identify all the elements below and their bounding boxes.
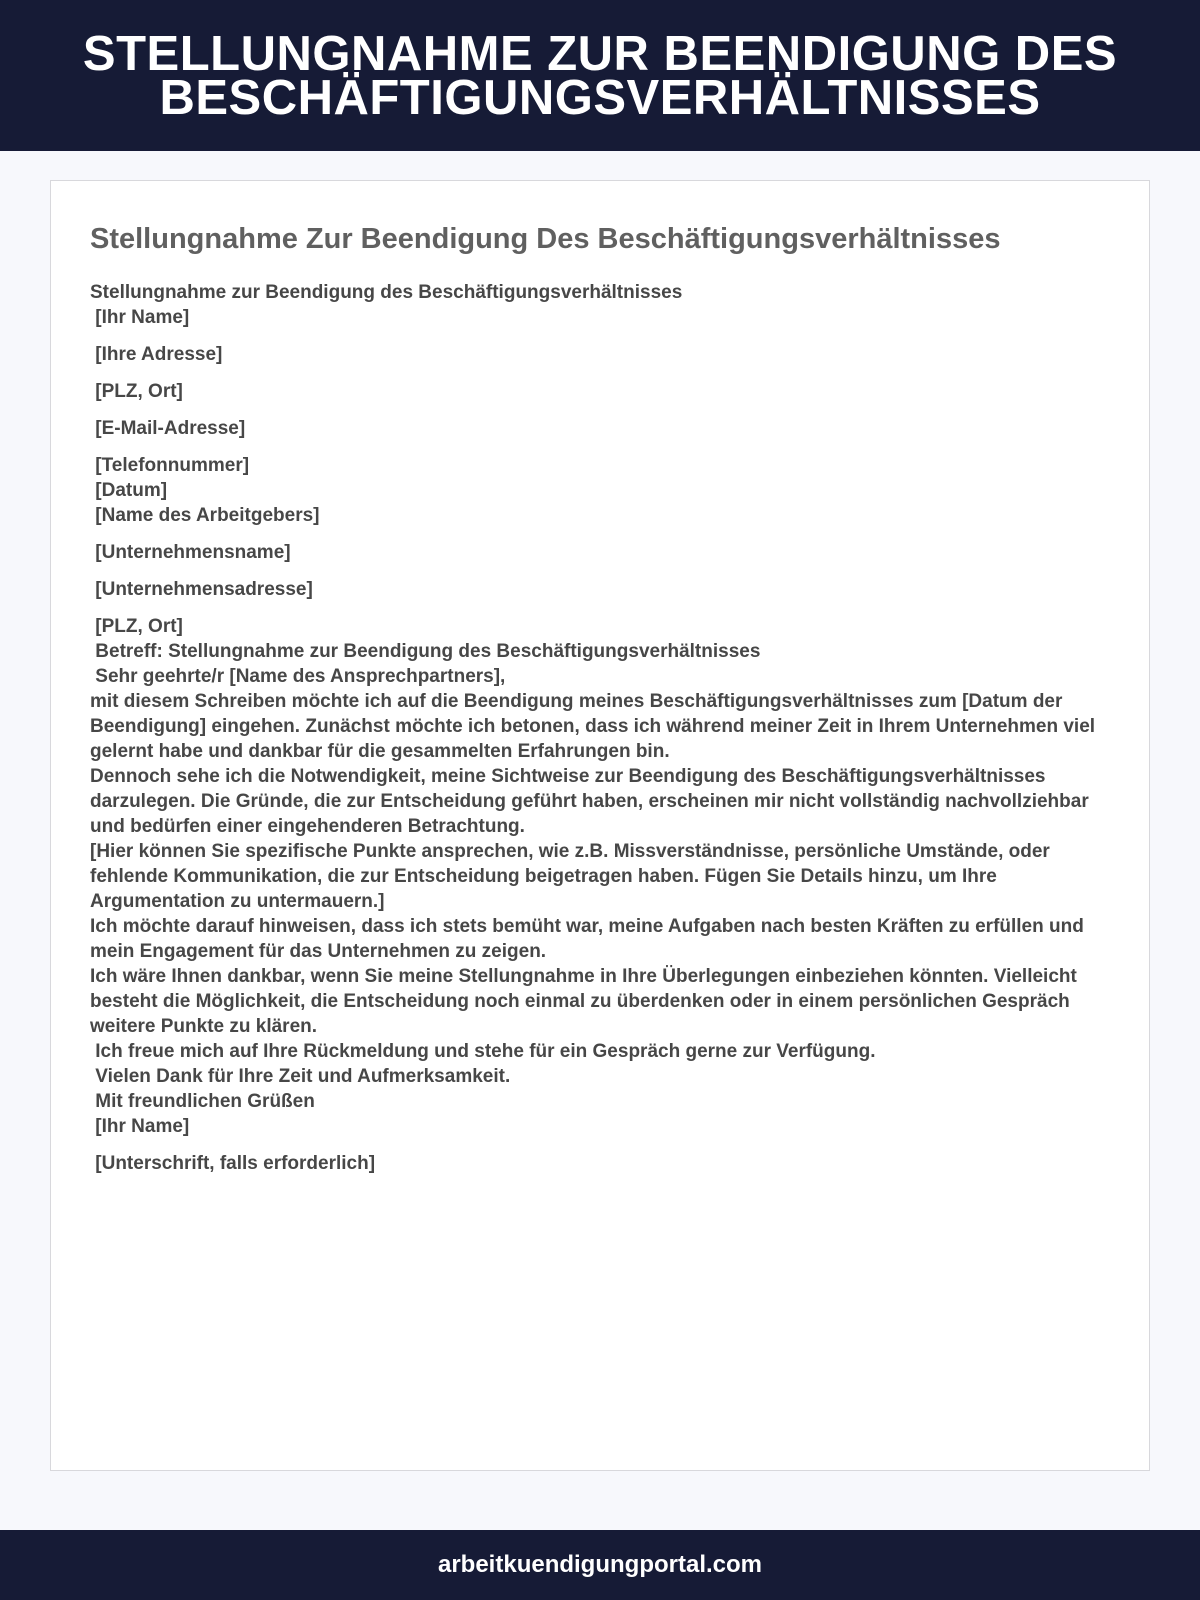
letter-date: [Datum] [90, 480, 168, 501]
sender-name: [Ihr Name] [90, 307, 190, 328]
page-footer [0, 1530, 1200, 1600]
signature-placeholder: [Unterschrift, falls erforderlich] [90, 1153, 376, 1174]
recipient-company: [Unternehmensname] [90, 542, 291, 563]
page-banner-title: STELLUNGNAHME ZUR BEENDIGUNG DES BESCHÄFTIGUNGSVERHÄLTNISSES [82, 26, 1118, 125]
footer-site-link[interactable]: arbeitkuendigungportal.com [437, 1551, 763, 1578]
salutation: Sehr geehrte/r [Name des Ansprechpartners], [90, 666, 506, 687]
sender-email: [E-Mail-Adresse] [90, 418, 246, 439]
paragraph: mit diesem Schreiben möchte ich auf die Beendigung meines Beschäftigungsverhältnisses zum [Datum der Beendigung] eingehen. Zunächst möchte ich betonen, dass ich während meiner Zeit in Ihrem Unternehmen viel gelernt habe und dankbar für die gesammelten Erfahrungen bin. [90, 691, 1096, 762]
closing-thanks: Vielen Dank für Ihre Zeit und Aufmerksamkeit. [90, 1066, 511, 1087]
sender-postal-city: [PLZ, Ort] [90, 381, 183, 402]
sender-phone: [Telefonnummer] [90, 455, 250, 476]
letter-body [90, 280, 1100, 1176]
recipient-postal-city: [PLZ, Ort] [90, 616, 183, 637]
intro-line: Stellungnahme zur Beendigung des Beschäftigungsverhältnisses [90, 282, 683, 303]
paragraph: Dennoch sehe ich die Notwendigkeit, meine Sichtweise zur Beendigung des Beschäftigungsverhältnisses darzulegen. Die Gründe, die zur Entscheidung geführt haben, erscheinen mir nicht vollständig nachvollziehbar und bedürfen einer eingehenderen Betrachtung. [90, 766, 1089, 837]
sender-address: [Ihre Adresse] [90, 344, 223, 365]
subject-line: Betreff: Stellungnahme zur Beendigung des Beschäftigungsverhältnisses [90, 641, 761, 662]
paragraph: Ich möchte darauf hinweisen, dass ich stets bemüht war, meine Aufgaben nach besten Kräften zu erfüllen und mein Engagement für das Unternehmen zu zeigen. [90, 916, 1084, 962]
page-header [0, 0, 1200, 151]
document-card [50, 180, 1150, 1471]
closing-line: Ich freue mich auf Ihre Rückmeldung und stehe für ein Gespräch gerne zur Verfügung. [90, 1041, 876, 1062]
paragraph: [Hier können Sie spezifische Punkte ansprechen, wie z.B. Missverständnisse, persönliche Umstände, oder fehlende Kommunikation, die zur Entscheidung beigetragen haben. Fügen Sie Details hinzu, um Ihre Argumentation zu untermauern.] [90, 841, 1050, 912]
recipient-address: [Unternehmensadresse] [90, 579, 313, 600]
employer-name: [Name des Arbeitgebers] [90, 505, 320, 526]
paragraph: Ich wäre Ihnen dankbar, wenn Sie meine Stellungnahme in Ihre Überlegungen einbeziehen könnten. Vielleicht besteht die Möglichkeit, die Entscheidung noch einmal zu überdenken oder in einem persönlichen Gespräch weitere Punkte zu klären. [90, 966, 1077, 1037]
document-title: Stellungnahme Zur Beendigung Des Beschäftigungsverhältnisses [90, 223, 1001, 255]
closing-greeting: Mit freundlichen Grüßen [90, 1091, 315, 1112]
signature-name: [Ihr Name] [90, 1116, 190, 1137]
